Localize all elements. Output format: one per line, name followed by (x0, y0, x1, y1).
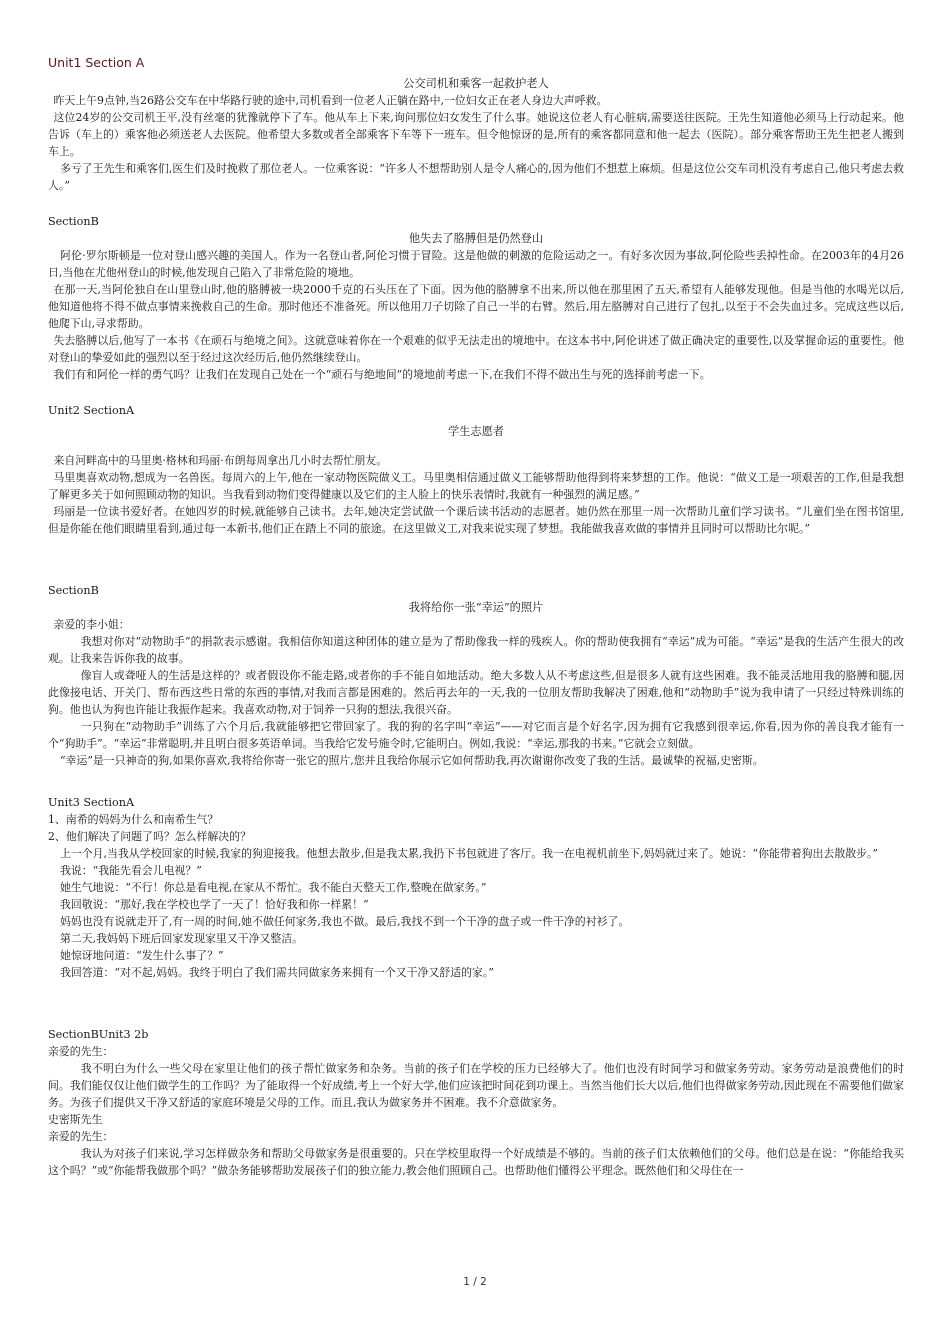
unit1-a-title: 公交司机和乘客一起救护老人 (403, 77, 549, 90)
unit2-a-para: 来自河畔高中的马里奥·格林和玛丽·布朗每周拿出几小时去帮忙朋友。 (53, 454, 388, 467)
document-page (48, 54, 904, 1179)
unit1-b-title: 他失去了胳膊但是仍然登山 (408, 232, 544, 245)
unit2-b-para: “幸运”是一只神奇的狗,如果你喜欢,我将给你寄一张它的照片,您并且我给你展示它如何帮助我,再次谢谢你改变了我的生活。最诚挚的祝福,史密斯。 (59, 754, 764, 767)
unit3-b-greeting: 亲爱的先生： (48, 1130, 114, 1143)
unit2-b-para: 像盲人或聋哑人的生活是这样的？或者假设你不能走路,或者你的手不能自如地活动。绝大多数人从不考虑这些,但是很多人就有这些困难。我不能灵活地用我的胳膊和腿,因此像接电话、开关门、帮布西这些日常的东西的事情,对我而言都是困难的。然后再去年的一天,我的一位朋友帮助我解决了困难,他和“动物助手”说为我申请了一只经过特殊训练的狗。他也认为狗也许能让我振作起来。我喜欢动物,对于饲养一只狗的想法,我很兴奋。 (48, 669, 904, 716)
unit3-a-para: 我回答道：“对不起,妈妈。我终于明白了我们需共同做家务来拥有一个又干净又舒适的家。” (59, 966, 494, 979)
unit2-a-title: 学生志愿者 (448, 425, 504, 438)
unit3-a-para: 第二天,我妈妈下班后回家发现家里又干净又整洁。 (59, 932, 304, 945)
unit1-b-heading: SectionB (48, 215, 99, 228)
unit1-b-para: 失去胳膊以后,他写了一本书《在顽石与绝境之间》。这就意味着你在一个艰难的似乎无法走出的境地中。在这本书中,阿伦讲述了做正确决定的重要性,以及掌握命运的重要性。他对登山的挚爱如此的强烈以至于经过这次经历后,他仍然继续登山。 (48, 334, 904, 364)
unit1-b-para: 在那一天,当阿伦独自在山里登山时,他的胳膊被一块2000千克的石头压在了下面。因为他的胳膊拿不出来,所以他在那里困了五天,希望有人能够发现他。但是当他的水喝光以后,他知道他将不得不做点事情来挽救自己的生命。那时他还不准备死。所以他用刀子切除了自己一半的右臂。然后,用左胳膊对自己进行了包扎,以至于不会失血过多。完成这些以后,他爬下山,寻求帮助。 (48, 283, 904, 330)
unit3-a-para: 我说：“我能先看会儿电视？” (59, 864, 202, 877)
unit3-question: 1、南希的妈妈为什么和南希生气？ (48, 813, 219, 826)
unit2-b-greeting: 亲爱的李小姐： (53, 618, 130, 631)
unit3-a-para: 她生气地说：“不行！你总是看电视,在家从不帮忙。我不能白天整天工作,整晚在做家务。” (59, 881, 487, 894)
unit1-b-para: 我们有和阿伦一样的勇气吗？让我们在发现自己处在一个“顽石与绝地间”的境地前考虑一下,在我们不得不做出生与死的选择前考虑一下。 (53, 368, 711, 381)
unit2-b-para: 我想对你对“动物助手”的捐款表示感谢。我相信你知道这种团体的建立是为了帮助像我一样的残疾人。你的帮助使我拥有“幸运”成为可能。“幸运”是我的生活产生很大的改观。让我来告诉你我的故事。 (48, 635, 904, 665)
unit1-a-para: 这位24岁的公交司机王平,没有丝毫的犹豫就停下了车。他从车上下来,询问那位妇女发生了什么事。她说这位老人有心脏病,需要送往医院。王先生知道他必须马上行动起来。他告诉（车上的）乘客他必须送老人去医院。他希望大多数或者全部乘客下车等下一班车。但令他惊讶的是,所有的乘客都同意和他一起去（医院）。部分乘客帮助王先生把老人搬到车上。 (48, 111, 904, 158)
unit3-question: 2、他们解决了问题了吗？怎么样解决的？ (48, 830, 251, 843)
unit3-a-para: 我回敬说：“那好,我在学校也学了一天了！恰好我和你一样累！” (59, 898, 369, 911)
unit2-b-para: 一只狗在“动物助手”训练了六个月后,我就能够把它带回家了。我的狗的名字叫“幸运”——对它而言是个好名字,因为拥有它我感到很幸运,你看,因为你的善良我才能有一个“狗助手”。“幸运”非常聪明,并且明白很多英语单词。当我给它发号施令时,它能明白。例如,我说：“幸运,那我的书来。”它就会立刻做。 (48, 720, 904, 750)
unit2-b-heading: SectionB (48, 584, 99, 597)
unit3-b-signature: 史密斯先生 (48, 1113, 103, 1126)
unit3-b-heading: SectionBUnit3 2b (48, 1028, 149, 1041)
unit2-b-title: 我将给你一张“幸运”的照片 (408, 601, 544, 614)
unit3-a-para: 妈妈也没有说就走开了,有一周的时间,她不做任何家务,我也不做。最后,我找不到一个干净的盘子或一件干净的衬衫了。 (59, 915, 630, 928)
unit1-heading: Unit1 Section A (48, 55, 145, 70)
unit1-a-para: 昨天上午9点钟,当26路公交车在中华路行驶的途中,司机看到一位老人正躺在路中,一位妇女正在老人身边大声呼救。 (53, 94, 608, 107)
unit3-b-letter: 我不明白为什么一些父母在家里让他们的孩子帮忙做家务和杂务。当前的孩子们在学校的压力已经够大了。他们也没有时间学习和做家务劳动。家务劳动是浪费他们的时间。我们能仅仅让他们做学生的工作吗？为了能取得一个好成绩,考上一个好大学,他们应该把时间花到功课上。当然当他们长大以后,他们也得做家务劳动,因此现在不需要他们做家务。为孩子们提供又干净又舒适的家庭环境是父母的工作。而且,我认为做家务并不困难。我不介意做家务。 (48, 1062, 904, 1109)
unit3-a-para: 她惊讶地问道：“发生什么事了？” (59, 949, 224, 962)
unit2-a-para: 马里奥喜欢动物,想成为一名兽医。每周六的上午,他在一家动物医院做义工。马里奥相信通过做义工能够帮助他得到将来梦想的工作。他说：“做义工是一项艰苦的工作,但是我想了解更多关于如何照顾动物的知识。当我看到动物们变得健康以及它们的主人脸上的快乐表情时,我就有一种强烈的满足感。” (48, 471, 904, 501)
unit1-b-para: 阿伦·罗尔斯顿是一位对登山感兴趣的美国人。作为一名登山者,阿伦习惯于冒险。这是他做的刺激的危险运动之一。有好多次因为事故,阿伦险些丢掉性命。在2003年的4月26日,当他在尤他州登山的时候,他发现自己陷入了非常危险的境地。 (48, 249, 904, 279)
unit2-heading: Unit2 SectionA (48, 404, 135, 417)
unit2-a-para: 玛丽是一位读书爱好者。在她四岁的时候,就能够自己读书。去年,她决定尝试做一个课后读书活动的志愿者。她仍然在那里一周一次帮助儿童们学习读书。“儿童们坐在图书馆里,但是你能在他们眼睛里看到,通过每一本新书,他们正在踏上不同的旅途。在这里做义工,对我来说实现了梦想。我能做我喜欢做的事情并且同时可以帮助比尔呢。” (48, 505, 904, 535)
unit1-a-para: 多亏了王先生和乘客们,医生们及时挽救了那位老人。一位乘客说：“许多人不想帮助别人是令人痛心的,因为他们不想惹上麻烦。但是这位公交车司机没有考虑自己,他只考虑去救人。” (48, 162, 904, 192)
unit3-b-greeting: 亲爱的先生： (48, 1045, 114, 1058)
unit3-b-letter: 我认为对孩子们来说,学习怎样做杂务和帮助父母做家务是很重要的。只在学校里取得一个好成绩是不够的。当前的孩子们太依赖他们的父母。他们总是在说：“你能给我买这个吗？”或“你能帮我做那个吗？”做杂务能够帮助发展孩子们的独立能力,教会他们照顾自己。也帮助他们懂得公平理念。既然他们和父母住在一 (48, 1147, 904, 1177)
unit3-heading: Unit3 SectionA (48, 796, 135, 809)
page-number: 1 / 2 (463, 1276, 487, 1288)
unit3-a-para: 上一个月,当我从学校回家的时候,我家的狗迎接我。他想去散步,但是我太累,我扔下书包就进了客厅。我一在电视机前坐下,妈妈就过来了。她说：“你能带着狗出去散散步。” (59, 847, 879, 860)
